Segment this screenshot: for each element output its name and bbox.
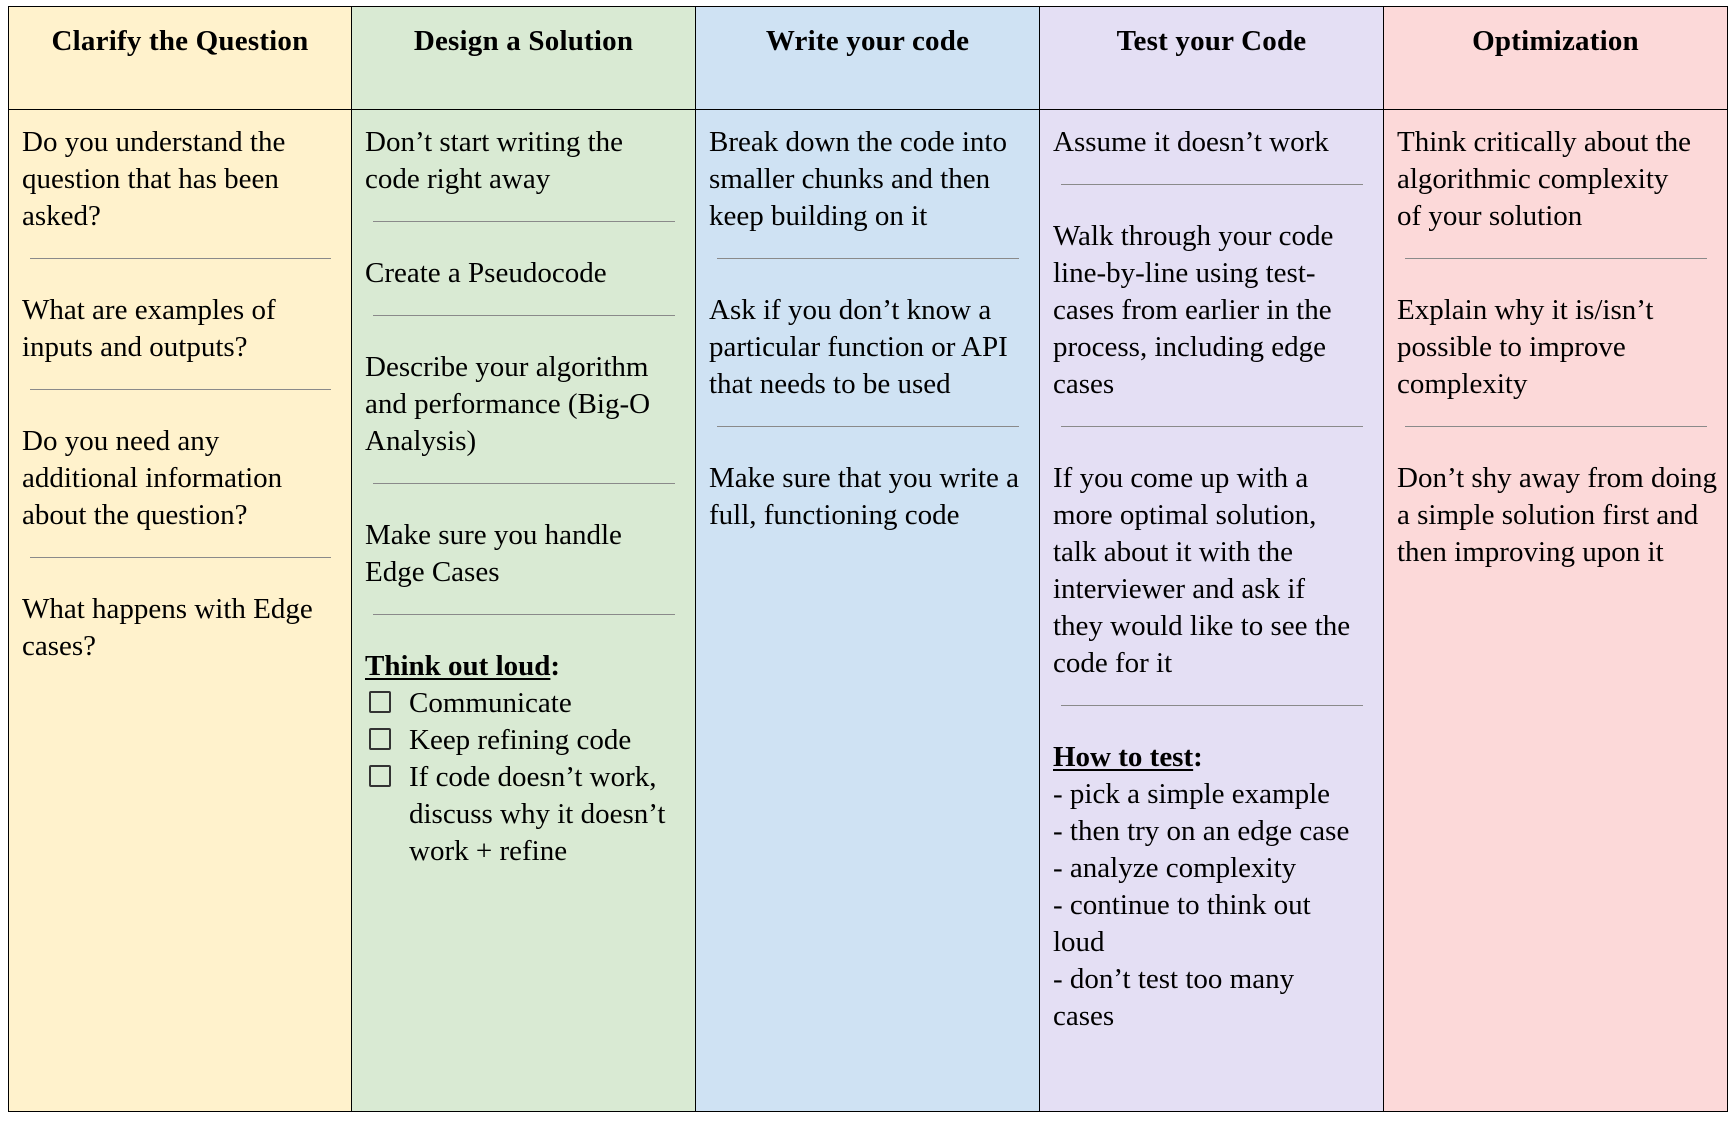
list-item: Make sure you handle Edge Cases bbox=[365, 519, 622, 588]
list-item: Describe your algorithm and performance (Big-O Analysis) bbox=[365, 351, 651, 457]
list-item: - analyze complexity bbox=[1053, 852, 1297, 884]
column-body bbox=[1384, 110, 1727, 571]
list-item: Do you understand the question that has been asked? bbox=[22, 126, 286, 232]
divider bbox=[717, 426, 1019, 427]
column-title: Optimization bbox=[1472, 25, 1639, 57]
list-item: If you come up with a more optimal solution, talk about it with the interviewer and ask if they would like to see the code for it bbox=[1053, 462, 1351, 679]
list-item: Assume it doesn’t work bbox=[1053, 126, 1329, 158]
list-item: Ask if you don’t know a particular function or API that needs to be used bbox=[709, 294, 1008, 400]
divider bbox=[373, 221, 675, 222]
column-header bbox=[1040, 7, 1383, 110]
divider bbox=[30, 557, 331, 558]
divider bbox=[1061, 705, 1363, 706]
how-to-test-heading: How to test: bbox=[1053, 741, 1203, 773]
checkbox[interactable] bbox=[369, 765, 391, 787]
list-item: Make sure that you write a full, functioning code bbox=[709, 462, 1020, 531]
column-title: Clarify the Question bbox=[51, 25, 309, 57]
list-item: Break down the code into smaller chunks and then keep building on it bbox=[709, 126, 1007, 232]
column-title: Write your code bbox=[765, 25, 970, 57]
divider bbox=[30, 258, 331, 259]
list-item: Don’t start writing the code right away bbox=[365, 126, 624, 195]
list-item: Walk through your code line-by-line using test-cases from earlier in the process, including edge cases bbox=[1053, 220, 1334, 400]
divider bbox=[1061, 426, 1363, 427]
interview-steps-table bbox=[8, 6, 1728, 1112]
column-title: Design a Solution bbox=[413, 25, 634, 57]
column-title: Test your Code bbox=[1116, 25, 1307, 57]
list-item: Create a Pseudocode bbox=[365, 257, 607, 289]
divider bbox=[1405, 426, 1707, 427]
checklist-item bbox=[365, 759, 687, 870]
think-out-loud-checklist bbox=[365, 685, 687, 870]
list-item: What happens with Edge cases? bbox=[22, 593, 313, 662]
checklist-item bbox=[365, 685, 687, 722]
column-header bbox=[1384, 7, 1727, 110]
divider bbox=[717, 258, 1019, 259]
checklist-label: Communicate bbox=[409, 687, 572, 719]
divider bbox=[373, 614, 675, 615]
list-item: Do you need any additional information about the question? bbox=[22, 425, 283, 531]
divider bbox=[373, 483, 675, 484]
list-item: Don’t shy away from doing a simple solution first and then improving upon it bbox=[1397, 462, 1718, 568]
checklist-label: Keep refining code bbox=[409, 724, 632, 756]
column-optimization bbox=[1384, 7, 1727, 1111]
think-out-loud-heading: Think out loud: bbox=[365, 650, 561, 682]
how-to-test-list bbox=[1053, 776, 1353, 1035]
column-header bbox=[9, 7, 351, 110]
column-clarify bbox=[9, 7, 352, 1111]
list-item: Think critically about the algorithmic complexity of your solution bbox=[1397, 126, 1691, 232]
column-body bbox=[9, 110, 351, 665]
checklist-item bbox=[365, 722, 687, 759]
column-header bbox=[352, 7, 695, 110]
column-write bbox=[696, 7, 1040, 1111]
column-body bbox=[352, 110, 695, 870]
divider bbox=[30, 389, 331, 390]
list-item: - then try on an edge case bbox=[1053, 815, 1350, 847]
checklist-label: If code doesn’t work, discuss why it doesn’t work + refine bbox=[409, 761, 666, 867]
checkbox[interactable] bbox=[369, 691, 391, 713]
column-body bbox=[696, 110, 1039, 534]
list-item: - don’t test too many cases bbox=[1053, 963, 1295, 1032]
list-item: - pick a simple example bbox=[1053, 778, 1331, 810]
list-item: What are examples of inputs and outputs? bbox=[22, 294, 276, 363]
divider bbox=[1061, 184, 1363, 185]
column-design bbox=[352, 7, 696, 1111]
column-test bbox=[1040, 7, 1384, 1111]
checkbox[interactable] bbox=[369, 728, 391, 750]
divider bbox=[373, 315, 675, 316]
list-item: - continue to think out loud bbox=[1053, 889, 1311, 958]
divider bbox=[1405, 258, 1707, 259]
list-item: Explain why it is/isn’t possible to improve complexity bbox=[1397, 294, 1654, 400]
column-body bbox=[1040, 110, 1383, 1035]
column-header bbox=[696, 7, 1039, 110]
